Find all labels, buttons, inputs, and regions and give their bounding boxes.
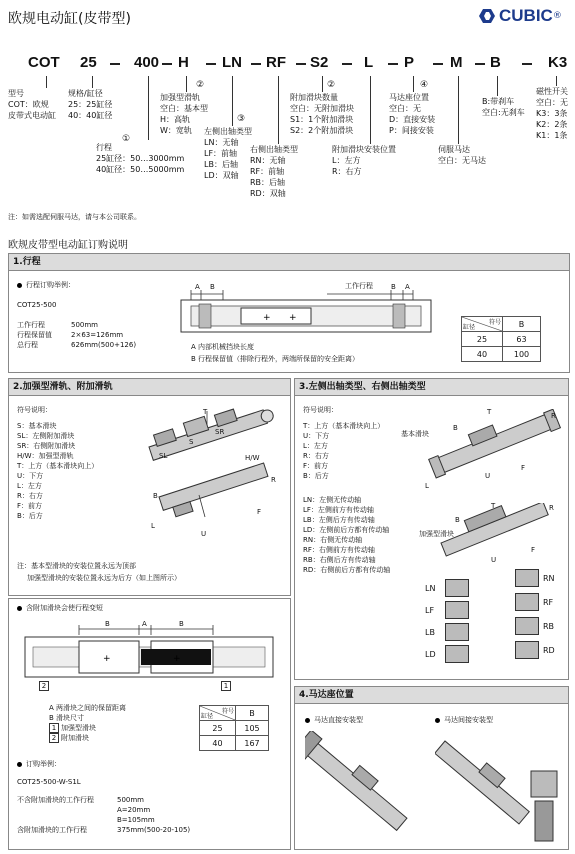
shaft-end-icon bbox=[445, 601, 469, 619]
table-cell: 167 bbox=[236, 736, 269, 751]
connector-line bbox=[92, 76, 93, 88]
row-value: 626mm(500+126) bbox=[71, 341, 137, 349]
connector-line bbox=[458, 76, 459, 144]
diag-label-l: L bbox=[151, 522, 155, 530]
list-item: RN：右侧无传动轴 bbox=[303, 536, 363, 544]
shaft-label-r: R bbox=[549, 504, 554, 512]
logo-text: CUBIC bbox=[499, 6, 553, 25]
diag-label-r: R bbox=[271, 476, 276, 484]
order-title-text: 订购举例： bbox=[26, 760, 61, 768]
panel-extra-slider bbox=[8, 598, 291, 850]
panel-shaft-head: 3.左侧出轴类型、右侧出轴类型 bbox=[295, 379, 568, 396]
stroke-example-title bbox=[17, 280, 75, 290]
order-rows bbox=[17, 795, 287, 835]
connector-line bbox=[370, 76, 371, 144]
table-h1: 符号 bbox=[488, 319, 501, 326]
basic-slider-label: 基本滑块 bbox=[401, 430, 429, 438]
stroke-example-label: 行程订购举例： bbox=[26, 281, 75, 289]
diag-marker-1 bbox=[221, 681, 233, 691]
diag-a: A bbox=[142, 620, 147, 628]
legend-motor-mount bbox=[389, 92, 459, 136]
code-part-extra-pos: L bbox=[364, 54, 374, 71]
row-key: 工作行程 bbox=[17, 321, 45, 329]
shaft-label-f: F bbox=[531, 546, 536, 554]
panel-motor-mount bbox=[294, 686, 569, 850]
panel-stroke-head: 1.行程 bbox=[9, 254, 569, 271]
panel-slider-head: 2.加强型滑轨、附加滑轨 bbox=[9, 379, 290, 396]
row-key bbox=[17, 815, 117, 825]
left-shaft-marker: ③ bbox=[237, 114, 246, 124]
direct-mount-diagram bbox=[305, 731, 425, 845]
list-item: LN：左侧无传动轴 bbox=[303, 496, 362, 504]
diag-label-f: F bbox=[257, 508, 262, 516]
connector-line bbox=[186, 76, 187, 92]
list-item: U：下方 bbox=[303, 432, 330, 440]
label-b: B bbox=[391, 283, 396, 291]
shaft-label-t: T bbox=[487, 408, 492, 416]
code-separator bbox=[110, 63, 120, 65]
code-part-right-shaft: RF bbox=[266, 54, 286, 71]
table-cell: 25 bbox=[200, 721, 236, 736]
desc-line-2 bbox=[49, 733, 199, 743]
list-item: U：下方 bbox=[17, 472, 44, 480]
legend-stroke-title: 行程 bbox=[96, 143, 112, 152]
list-item: B：后方 bbox=[17, 512, 43, 520]
indirect-mount-label bbox=[435, 715, 493, 725]
legend-brake-line: B:带刹车 bbox=[482, 97, 515, 106]
row-key: 总行程 bbox=[17, 341, 38, 349]
cubic-logo-icon bbox=[477, 7, 497, 25]
code-part-slider: H bbox=[178, 54, 189, 71]
legend-motor-mount-title: 马达座位置 bbox=[389, 93, 429, 102]
table-cell: 25 bbox=[462, 332, 503, 347]
symbols-list bbox=[17, 421, 147, 521]
diag-label-s: S bbox=[189, 438, 194, 446]
left-shaft-code: LD bbox=[425, 650, 436, 659]
shaft-label-f: F bbox=[521, 464, 526, 472]
legend-spec-title: 规格/缸径 bbox=[68, 89, 103, 98]
left-shaft-code: LB bbox=[425, 628, 435, 637]
label-a: A bbox=[405, 283, 410, 291]
shaft-label-t: T bbox=[491, 502, 496, 510]
left-shaft-code: LN bbox=[425, 584, 436, 593]
list-item: F：前方 bbox=[303, 462, 329, 470]
legend-extra-pos-title: 附加滑块安装位置 bbox=[332, 145, 396, 154]
legend-extra-pos-line: R：右方 bbox=[332, 167, 362, 176]
legend-type-line: 皮带式电动缸 bbox=[8, 111, 56, 120]
panel-shaft bbox=[294, 378, 569, 680]
legend-magnet bbox=[536, 86, 575, 141]
shaft-diagram-basic bbox=[425, 409, 565, 489]
svg-text:+: + bbox=[103, 654, 111, 664]
row-value: 375mm(500-20-105) bbox=[117, 826, 191, 834]
table-cell: 40 bbox=[462, 347, 503, 362]
legend-extra-slider-line: 空白：无附加滑块 bbox=[290, 104, 354, 113]
legend-magnet-line: K3：3条 bbox=[536, 109, 568, 118]
row-value: 500mm bbox=[117, 796, 144, 804]
table-cell: 40 bbox=[200, 736, 236, 751]
legend-spec-line: 40：40缸径 bbox=[68, 111, 113, 120]
legend-slider-line: H：高轨 bbox=[160, 115, 191, 124]
label-a: A bbox=[195, 283, 200, 291]
connector-line bbox=[322, 76, 323, 92]
code-part-servo: M bbox=[450, 54, 463, 71]
stroke-marker: ① bbox=[122, 134, 131, 144]
shaft-label-b: B bbox=[453, 424, 458, 432]
legend-extra-pos bbox=[332, 144, 417, 177]
code-separator bbox=[296, 63, 306, 65]
diag-label-sr: SR bbox=[215, 428, 225, 436]
row-key: 行程保留值 bbox=[17, 331, 52, 339]
legend-extra-slider-title: 附加滑块数量 bbox=[290, 93, 338, 102]
shaft-diagram-strong bbox=[435, 503, 565, 563]
list-item: L：左方 bbox=[303, 442, 328, 450]
legend-brake-line: 空白:无刹车 bbox=[482, 108, 525, 117]
legend-spec bbox=[68, 88, 138, 121]
legend-type-line: COT：欧规 bbox=[8, 100, 49, 109]
list-item: S：基本滑块 bbox=[17, 422, 57, 430]
slider-diagram bbox=[139, 407, 289, 547]
legend-brake bbox=[482, 96, 542, 118]
shaft-end-icon bbox=[445, 645, 469, 663]
legend-slider-title: 加强型滑轨 bbox=[160, 93, 200, 102]
row-value: A=20mm bbox=[117, 806, 151, 814]
slider-note-1: 注：基本型滑块的安装位置永远为顶部 bbox=[17, 562, 136, 570]
stroke-table bbox=[461, 316, 541, 362]
svg-text:+: + bbox=[173, 654, 181, 664]
list-item: SL：左侧附加滑块 bbox=[17, 432, 75, 440]
legend-left-shaft-title: 左侧出轴类型 bbox=[204, 127, 252, 136]
extra-slider-title-text: 含附加滑块会使行程变短 bbox=[26, 604, 103, 612]
shaft-symbols-title: 符号说明： bbox=[303, 406, 338, 414]
extra-slider-marker: ② bbox=[327, 80, 336, 90]
list-item: F：前方 bbox=[17, 502, 43, 510]
code-separator bbox=[342, 63, 352, 65]
panel-stroke bbox=[8, 253, 570, 373]
shaft-symbols-list bbox=[303, 421, 413, 481]
shaft-end-icon bbox=[515, 569, 539, 587]
legend-magnet-line: K2：2条 bbox=[536, 120, 568, 129]
registered-mark: ® bbox=[552, 11, 562, 21]
legend-left-shaft-line: LN：无轴 bbox=[204, 138, 239, 147]
legend-extra-pos-line: L：左方 bbox=[332, 156, 361, 165]
legend-extra-slider-line: S2：2个附加滑块 bbox=[290, 126, 354, 135]
list-item: T：上方（基本滑块向上） bbox=[17, 462, 99, 470]
square-marker-icon: 1 bbox=[49, 723, 59, 733]
shaft-label-l: L bbox=[425, 482, 429, 490]
shaft-end-icon bbox=[445, 623, 469, 641]
connector-line bbox=[46, 76, 47, 88]
diag-label-t: T bbox=[203, 408, 208, 416]
code-part-stroke: 400 bbox=[134, 54, 160, 71]
legend-right-shaft-title: 右侧出轴类型 bbox=[250, 145, 298, 154]
code-part-type: COT bbox=[28, 54, 60, 71]
slider-marker: ② bbox=[196, 80, 205, 90]
left-shaft-code: LF bbox=[425, 606, 435, 615]
desc-text: 附加滑块 bbox=[61, 734, 89, 742]
stroke-rows bbox=[17, 320, 177, 350]
connector-line bbox=[148, 76, 149, 140]
legend-left-shaft-line: LD：双轴 bbox=[204, 171, 239, 180]
bullet-icon bbox=[305, 718, 310, 723]
code-separator bbox=[475, 63, 485, 65]
shaft-label-u: U bbox=[485, 472, 491, 480]
table-h2: 缸径 bbox=[463, 324, 476, 331]
svg-text:+: + bbox=[289, 313, 297, 323]
connector-line bbox=[278, 76, 279, 144]
table-corner bbox=[200, 706, 236, 721]
shaft-end-icon bbox=[445, 579, 469, 597]
extra-slider-diagram bbox=[23, 619, 283, 689]
legend-magnet-line: 空白：无 bbox=[536, 98, 568, 107]
legend-stroke-line: 40缸径：50…5000mm bbox=[96, 165, 185, 174]
list-item: B：后方 bbox=[303, 472, 329, 480]
code-separator bbox=[433, 63, 443, 65]
page-title: 欧规电动缸(皮带型) bbox=[8, 11, 131, 27]
desc-line-1 bbox=[49, 723, 199, 733]
extra-desc bbox=[49, 703, 199, 743]
label-b: B bbox=[210, 283, 215, 291]
note-a: A 内部机械挡块长度 bbox=[191, 343, 255, 351]
row-key: 含附加滑块的工作行程 bbox=[17, 826, 87, 834]
list-item: L：左方 bbox=[17, 482, 42, 490]
square-marker-icon: 1 bbox=[221, 681, 231, 691]
table-cell: 105 bbox=[236, 721, 269, 736]
shaft-label-r: R bbox=[551, 412, 556, 420]
legend-extra-slider bbox=[290, 92, 375, 136]
extra-table bbox=[199, 705, 269, 751]
code-separator bbox=[162, 63, 172, 65]
table-h2: 缸径 bbox=[201, 713, 214, 720]
legend-servo-title: 伺服马达 bbox=[438, 145, 470, 154]
legend-right-shaft-line: RN：无轴 bbox=[250, 156, 286, 165]
list-item: LD：左侧前后方都有传动轴 bbox=[303, 526, 390, 534]
table-cell: 63 bbox=[503, 332, 541, 347]
legend-servo bbox=[438, 144, 508, 166]
bullet-icon bbox=[17, 762, 22, 767]
list-item: T：上方（基本滑块向上） bbox=[303, 422, 385, 430]
code-separator bbox=[522, 63, 532, 65]
extra-slider-title bbox=[17, 603, 103, 613]
connector-line bbox=[413, 76, 414, 92]
shaft-end-icon bbox=[515, 617, 539, 635]
list-item: RD：右侧前后方都有传动轴 bbox=[303, 566, 391, 574]
order-title bbox=[17, 759, 61, 769]
code-part-spec: 25 bbox=[80, 54, 97, 71]
table-col-b: B bbox=[236, 706, 269, 721]
desc-text: 加强型滑块 bbox=[61, 724, 96, 732]
shaft-type-list bbox=[303, 495, 433, 575]
order-code: COT25-500-W-S1L bbox=[17, 778, 81, 786]
legend-left-shaft-line: LB：后轴 bbox=[204, 160, 238, 169]
legend-stroke bbox=[96, 134, 206, 175]
symbols-title: 符号说明： bbox=[17, 406, 52, 414]
shaft-label-u: U bbox=[491, 556, 497, 564]
list-item: LB：左侧后方有传动轴 bbox=[303, 516, 375, 524]
bullet-icon bbox=[17, 606, 22, 611]
indirect-mount-text: 马达间接安装型 bbox=[444, 716, 493, 724]
slider-note-2: 加强型滑块的安装位置永远为后方（如上图所示） bbox=[27, 574, 181, 582]
list-item: H/W：加强型滑轨 bbox=[17, 452, 74, 460]
legend-slider-line: 空白：基本型 bbox=[160, 104, 208, 113]
shaft-label-b: B bbox=[455, 516, 460, 524]
stroke-diagram bbox=[177, 280, 437, 340]
stroke-example-code: COT25-500 bbox=[17, 301, 57, 309]
panel-motor-mount-head: 4.马达座位置 bbox=[295, 687, 568, 704]
list-item: LF：左侧前方有传动轴 bbox=[303, 506, 374, 514]
footnote: 注：如需选配伺服马达，请与本公司联系。 bbox=[8, 213, 141, 221]
row-key: 不含附加滑块的工作行程 bbox=[17, 796, 94, 804]
table-col-b: B bbox=[503, 317, 541, 332]
right-shaft-code: RF bbox=[543, 598, 554, 607]
section-title: 欧规皮带型电动缸订购说明 bbox=[8, 240, 128, 251]
direct-mount-label bbox=[305, 715, 363, 725]
connector-line bbox=[556, 76, 557, 86]
svg-text:+: + bbox=[263, 313, 271, 323]
list-item: RF：右侧前方有传动轴 bbox=[303, 546, 375, 554]
diag-label-b: B bbox=[153, 492, 158, 500]
row-value: B=105mm bbox=[117, 816, 155, 824]
square-marker-icon: 2 bbox=[49, 733, 59, 743]
right-shaft-code: RD bbox=[543, 646, 555, 655]
code-separator bbox=[251, 63, 261, 65]
brand-logo bbox=[477, 6, 562, 26]
code-part-extra-slider: S2 bbox=[310, 54, 329, 71]
legend-motor-mount-line: 空白：无 bbox=[389, 104, 421, 113]
code-part-magnet: K3 bbox=[548, 54, 568, 71]
bullet-icon bbox=[435, 718, 440, 723]
table-corner bbox=[462, 317, 503, 332]
diag-label-u: U bbox=[201, 530, 207, 538]
code-part-left-shaft: LN bbox=[222, 54, 242, 71]
shaft-end-icon bbox=[515, 641, 539, 659]
square-marker-icon: 2 bbox=[39, 681, 49, 691]
note-b: B 行程保留值（排除行程外，两端所保留的安全距离） bbox=[191, 355, 360, 363]
legend-slider-line: W：宽轨 bbox=[160, 126, 192, 135]
legend-right-shaft-line: RD：双轴 bbox=[250, 189, 286, 198]
code-separator bbox=[388, 63, 398, 65]
legend-stroke-line: 25缸径：50…3000mm bbox=[96, 154, 185, 163]
code-part-brake: B bbox=[490, 54, 501, 71]
row-value: 2×63=126mm bbox=[71, 331, 124, 339]
legend-left-shaft-line: LF：前轴 bbox=[204, 149, 238, 158]
legend-right-shaft-line: RB：后轴 bbox=[250, 178, 286, 187]
legend-right-shaft bbox=[250, 144, 325, 199]
diag-marker-2 bbox=[39, 681, 51, 691]
connector-line bbox=[232, 76, 233, 126]
diag-b-right: B bbox=[179, 620, 184, 628]
list-item: SR：右侧附加滑块 bbox=[17, 442, 76, 450]
work-stroke-label: 工作行程 bbox=[345, 282, 373, 290]
list-item: RB：右侧后方有传动轴 bbox=[303, 556, 376, 564]
desc-line: A 两滑块之间的保留距离 bbox=[49, 704, 127, 712]
legend-extra-slider-line: S1：1个附加滑块 bbox=[290, 115, 354, 124]
bullet-icon bbox=[17, 283, 22, 288]
row-value: 500mm bbox=[71, 321, 98, 329]
desc-line: B 滑块尺寸 bbox=[49, 714, 85, 722]
legend-magnet-title: 磁性开关 bbox=[536, 87, 568, 96]
legend-motor-mount-line: P：间接安装 bbox=[389, 126, 434, 135]
indirect-mount-diagram bbox=[435, 731, 563, 845]
legend-motor-mount-line: D：直接安装 bbox=[389, 115, 436, 124]
legend-right-shaft-line: RF：前轴 bbox=[250, 167, 285, 176]
code-separator bbox=[206, 63, 216, 65]
legend-servo-line: 空白：无马达 bbox=[438, 156, 486, 165]
right-shaft-code: RB bbox=[543, 622, 555, 631]
legend-spec-line: 25：25缸径 bbox=[68, 100, 113, 109]
row-key bbox=[17, 805, 117, 815]
right-shaft-code: RN bbox=[543, 574, 555, 583]
panel-slider bbox=[8, 378, 291, 596]
list-item: R：右方 bbox=[17, 492, 43, 500]
table-cell: 100 bbox=[503, 347, 541, 362]
shaft-end-icon bbox=[515, 593, 539, 611]
legend-type-title: 型号 bbox=[8, 89, 24, 98]
diag-label-sl: SL bbox=[159, 452, 168, 460]
diag-b-left: B bbox=[105, 620, 110, 628]
direct-mount-text: 马达直接安装型 bbox=[314, 716, 363, 724]
diag-label-hw: H/W bbox=[245, 454, 260, 462]
strong-slider-label: 加强型滑块 bbox=[419, 530, 454, 538]
list-item: R：右方 bbox=[303, 452, 329, 460]
legend-magnet-line: K1：1条 bbox=[536, 131, 568, 140]
table-h1: 符号 bbox=[221, 708, 234, 715]
connector-line bbox=[497, 76, 498, 96]
motor-mount-marker: ④ bbox=[420, 80, 429, 90]
code-part-motor-mount: P bbox=[404, 54, 415, 71]
